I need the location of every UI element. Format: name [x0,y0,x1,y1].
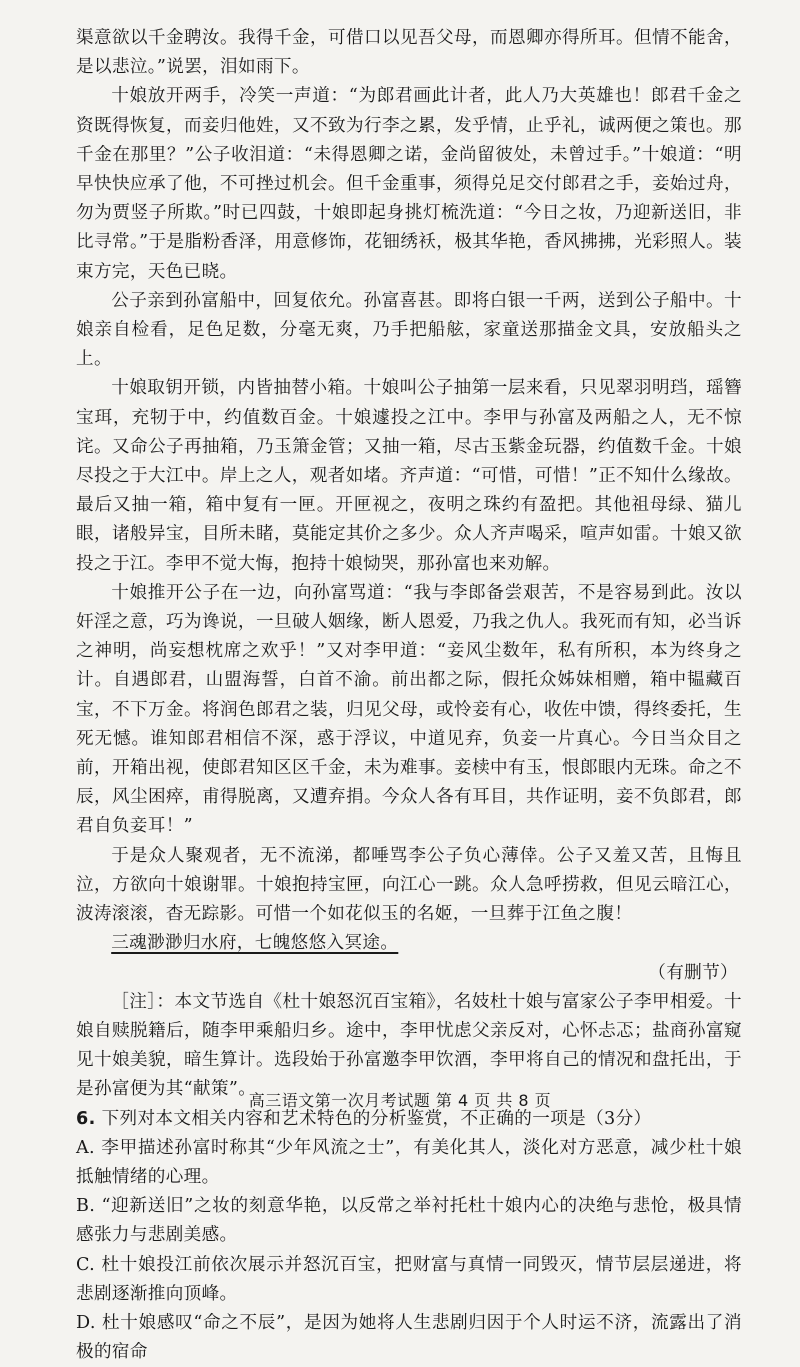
option-d: D. 杜十娘感叹“命之不辰”，是因为她将人生悲剧归因于个人时运不济，流露出了消极的宿命 [76,1312,742,1363]
page-footer: 高三语文第一次月考试题 第 4 页 共 8 页 [248,1091,552,1110]
question-stem-text: 下列对本文相关内容和艺术特色的分析鉴赏，不正确的一项是（3分） [101,1108,652,1129]
annotation-note: ［注］：本文节选自《杜十娘怒沉百宝箱》，名妓杜十娘与富家公子李甲相爱。十娘自赎脱籍后，随李甲乘船归乡。途中，李甲忧虑父亲反对，心怀忐忑；盐商孙富窥见十娘美貌，暗生算计。选段始于孙富邀李甲饮酒，李甲将自己的情况和盘托出，于是孙富便为其“献策”。 [76,991,742,1100]
passage-paragraph: 十娘取钥开锁，内皆抽替小箱。十娘叫公子抽第一层来看，只见翠羽明珰，瑶簪宝珥，充牣于中，约值数百金。十娘遽投之江中。李甲与孙富及两船之人，无不惊诧。又命公子再抽箱，乃玉箫金管；又抽一箱，尽古玉紫金玩器，约值数千金。十娘尽投之于大江中。岸上之人，观者如堵。齐声道：“可惜，可惜！”正不知什么缘故。最后又抽一箱，箱中复有一匣。开匣视之，夜明之珠约有盈把。其他祖母绿、猫儿眼，诸般异宝，目所未睹，莫能定其价之多少。众人齐声喝采，喧声如雷。十娘又欲投之于江。李甲不觉大悔，抱持十娘恸哭，那孙富也来劝解。 [76,378,742,574]
closing-couplet [76,929,742,958]
passage-paragraph-continued: 渠意欲以千金聘汝。我得千金，可借口以见吾父母，而恩卿亦得所耳。但情不能舍，是以悲泣。”说罢，泪如雨下。 [76,28,742,78]
closing-couplet-text: 三魂渺渺归水府，七魄悠悠入冥途。 [111,933,399,954]
abridged-mark: （有删节） [648,962,738,983]
option-b: B. “迎新送旧”之妆的刻意华艳，以反常之举衬托杜十娘内心的决绝与悲怆，极具情感张力与悲剧美感。 [76,1196,742,1246]
passage-paragraph: 十娘放开两手，冷笑一声道：“为郎君画此计者，此人乃大英雄也！郎君千金之资既得恢复，而妾归他姓，又不致为行李之累，发乎情，止乎礼，诚两便之策也。那千金在那里？”公子收泪道：“未得恩卿之诺，金尚留彼处，未曾过手。”十娘道：“明早快快应承了他，不可挫过机会。但千金重事，须得兑足交付郎君之手，妾始过舟，勿为贾竖子所欺。”时已四鼓，十娘即起身挑灯梳洗道：“今日之妆，乃迎新送旧，非比寻常。”于是脂粉香泽，用意修饰，花钿绣袄，极其华艳，香风拂拂，光彩照人。装束方完，天色已晓。 [76,86,742,282]
option-a: A. 李甲描述孙富时称其“少年风流之士”，有美化其人，淡化对方恶意，减少杜十娘抵触情绪的心理。 [76,1137,742,1187]
passage-paragraph: 十娘推开公子在一边，向孙富骂道：“我与李郎备尝艰苦，不是容易到此。汝以奸淫之意，巧为谗说，一旦破人姻缘，断人恩爱，乃我之仇人。我死而有知，必当诉之神明，尚妄想枕席之欢乎！”又对李甲道：“妾风尘数年，私有所积，本为终身之计。自遇郎君，山盟海誓，白首不渝。前出都之际，假托众姊妹相赠，箱中韫藏百宝，不下万金。将润色郎君之装，归见父母，或怜妾有心，收佐中馈，得终委托，生死无憾。谁知郎君相信不深，惑于浮议，中道见弃，负妾一片真心。今日当众目之前，开箱出视，使郎君知区区千金，未为难事。妾椟中有玉，恨郎眼内无珠。命之不辰，风尘困瘁，甫得脱离，又遭弃捐。今众人各有耳目，共作证明，妾不负郎君，郎君自负妾耳！” [76,582,742,837]
option-c: C. 杜十娘投江前依次展示并怒沉百宝，把财富与真情一同毁灭，情节层层递进，将悲剧逐渐推向顶峰。 [76,1254,742,1304]
passage-paragraph: 于是众人聚观者，无不流涕，都唾骂李公子负心薄倖。公子又羞又苦，且悔且泣，方欲向十娘谢罪。十娘抱持宝匣，向江心一跳。众人急呼捞救，但见云暗江心，波涛滚滚，杳无踪影。可惜一个如花似玉的名姬，一旦葬于江鱼之腹！ [76,845,742,925]
question-number: 6. [76,1108,96,1129]
passage-paragraph: 公子亲到孙富船中，回复依允。孙富喜甚。即将白银一千两，送到公子船中。十娘亲自检看，足色足数，分毫无爽，乃手把船舷，家童送那描金文具，安放船头之上。 [76,290,742,370]
